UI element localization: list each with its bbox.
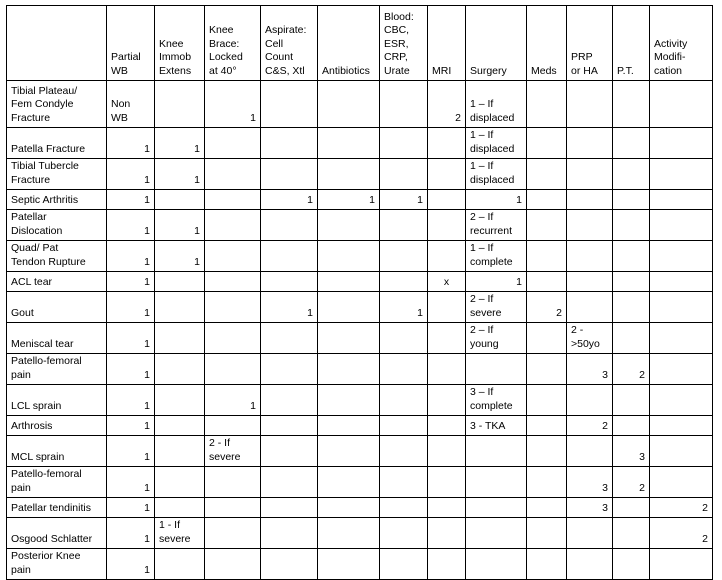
cell-surgery: 2 – If severe bbox=[466, 292, 527, 323]
table-row bbox=[7, 549, 713, 580]
cell-knee-brace bbox=[205, 354, 261, 385]
cell-meds bbox=[527, 81, 567, 128]
cell-knee-brace bbox=[205, 292, 261, 323]
cell-meds bbox=[527, 241, 567, 272]
header-cell-knee-immob: Knee Immob Extens bbox=[155, 6, 205, 81]
table-row bbox=[7, 292, 713, 323]
header-cell-surgery: Surgery bbox=[466, 6, 527, 81]
cell-meds bbox=[527, 354, 567, 385]
cell-condition: Gout bbox=[7, 292, 107, 323]
header-cell-antibiotics: Antibiotics bbox=[318, 6, 380, 81]
table-row bbox=[7, 81, 713, 128]
cell-partial-wb: 1 bbox=[107, 159, 155, 190]
cell-blood bbox=[380, 272, 428, 292]
cell-mri bbox=[428, 323, 466, 354]
header-cell-condition bbox=[7, 6, 107, 81]
cell-prp-ha: 3 bbox=[567, 354, 613, 385]
cell-aspirate bbox=[261, 81, 318, 128]
cell-antibiotics: 1 bbox=[318, 190, 380, 210]
table-row bbox=[7, 416, 713, 436]
cell-pt: 2 bbox=[613, 467, 650, 498]
cell-blood bbox=[380, 549, 428, 580]
table-row bbox=[7, 128, 713, 159]
cell-mri bbox=[428, 549, 466, 580]
cell-condition: MCL sprain bbox=[7, 436, 107, 467]
cell-blood bbox=[380, 128, 428, 159]
cell-antibiotics bbox=[318, 210, 380, 241]
cell-surgery bbox=[466, 549, 527, 580]
cell-aspirate bbox=[261, 323, 318, 354]
cell-partial-wb: Non WB bbox=[107, 81, 155, 128]
cell-pt bbox=[613, 416, 650, 436]
cell-condition: Patellar tendinitis bbox=[7, 498, 107, 518]
cell-knee-brace bbox=[205, 190, 261, 210]
cell-partial-wb: 1 bbox=[107, 190, 155, 210]
cell-antibiotics bbox=[318, 385, 380, 416]
cell-surgery bbox=[466, 518, 527, 549]
cell-activity-modification bbox=[650, 354, 713, 385]
cell-partial-wb: 1 bbox=[107, 292, 155, 323]
cell-aspirate bbox=[261, 467, 318, 498]
cell-knee-immob bbox=[155, 549, 205, 580]
cell-mri bbox=[428, 518, 466, 549]
cell-antibiotics bbox=[318, 159, 380, 190]
cell-blood: 1 bbox=[380, 292, 428, 323]
header-cell-knee-brace: Knee Brace: Locked at 40° bbox=[205, 6, 261, 81]
cell-mri bbox=[428, 467, 466, 498]
cell-surgery: 1 – If displaced bbox=[466, 128, 527, 159]
cell-meds bbox=[527, 416, 567, 436]
cell-antibiotics bbox=[318, 467, 380, 498]
table-row bbox=[7, 498, 713, 518]
cell-knee-immob: 1 bbox=[155, 210, 205, 241]
cell-aspirate bbox=[261, 518, 318, 549]
cell-antibiotics bbox=[318, 323, 380, 354]
cell-aspirate bbox=[261, 241, 318, 272]
cell-mri bbox=[428, 292, 466, 323]
cell-blood bbox=[380, 416, 428, 436]
cell-activity-modification bbox=[650, 416, 713, 436]
cell-partial-wb: 1 bbox=[107, 241, 155, 272]
header-cell-partial-wb: Partial WB bbox=[107, 6, 155, 81]
cell-mri: 2 bbox=[428, 81, 466, 128]
cell-meds bbox=[527, 323, 567, 354]
header-cell-aspirate: Aspirate: Cell Count C&S, Xtl bbox=[261, 6, 318, 81]
cell-mri bbox=[428, 241, 466, 272]
table-row bbox=[7, 436, 713, 467]
table-container bbox=[6, 5, 713, 580]
cell-antibiotics bbox=[318, 549, 380, 580]
cell-knee-immob: 1 - If severe bbox=[155, 518, 205, 549]
cell-condition: Septic Arthritis bbox=[7, 190, 107, 210]
cell-knee-brace bbox=[205, 210, 261, 241]
cell-meds bbox=[527, 436, 567, 467]
cell-knee-immob bbox=[155, 323, 205, 354]
cell-condition: Posterior Knee pain bbox=[7, 549, 107, 580]
cell-condition: Tibial Plateau/ Fem Condyle Fracture bbox=[7, 81, 107, 128]
cell-knee-immob: 1 bbox=[155, 159, 205, 190]
cell-mri bbox=[428, 436, 466, 467]
table-row bbox=[7, 354, 713, 385]
cell-condition: Patello-femoral pain bbox=[7, 467, 107, 498]
cell-knee-brace: 1 bbox=[205, 385, 261, 416]
cell-surgery: 2 – If recurrent bbox=[466, 210, 527, 241]
table-row bbox=[7, 241, 713, 272]
cell-knee-brace bbox=[205, 272, 261, 292]
cell-mri bbox=[428, 190, 466, 210]
cell-blood bbox=[380, 436, 428, 467]
cell-mri bbox=[428, 385, 466, 416]
cell-knee-immob: 1 bbox=[155, 128, 205, 159]
header-cell-blood: Blood: CBC, ESR, CRP, Urate bbox=[380, 6, 428, 81]
cell-knee-immob bbox=[155, 385, 205, 416]
cell-condition: Osgood Schlatter bbox=[7, 518, 107, 549]
cell-condition: Meniscal tear bbox=[7, 323, 107, 354]
cell-antibiotics bbox=[318, 518, 380, 549]
table-row bbox=[7, 190, 713, 210]
cell-pt bbox=[613, 385, 650, 416]
cell-knee-immob bbox=[155, 190, 205, 210]
cell-condition: Patella Fracture bbox=[7, 128, 107, 159]
cell-knee-brace bbox=[205, 323, 261, 354]
cell-partial-wb: 1 bbox=[107, 498, 155, 518]
cell-blood bbox=[380, 498, 428, 518]
cell-aspirate bbox=[261, 436, 318, 467]
table-row bbox=[7, 210, 713, 241]
cell-blood bbox=[380, 323, 428, 354]
cell-activity-modification bbox=[650, 190, 713, 210]
cell-prp-ha bbox=[567, 190, 613, 210]
cell-blood bbox=[380, 467, 428, 498]
cell-activity-modification bbox=[650, 549, 713, 580]
cell-prp-ha bbox=[567, 159, 613, 190]
cell-prp-ha bbox=[567, 81, 613, 128]
cell-condition: Patello-femoral pain bbox=[7, 354, 107, 385]
header-cell-mri: MRI bbox=[428, 6, 466, 81]
cell-pt: 3 bbox=[613, 436, 650, 467]
cell-prp-ha: 3 bbox=[567, 498, 613, 518]
cell-knee-immob bbox=[155, 416, 205, 436]
cell-prp-ha bbox=[567, 272, 613, 292]
cell-meds bbox=[527, 498, 567, 518]
cell-knee-immob bbox=[155, 436, 205, 467]
cell-knee-immob bbox=[155, 272, 205, 292]
cell-pt bbox=[613, 518, 650, 549]
table-row bbox=[7, 385, 713, 416]
cell-knee-immob bbox=[155, 354, 205, 385]
cell-partial-wb: 1 bbox=[107, 385, 155, 416]
cell-activity-modification: 2 bbox=[650, 518, 713, 549]
cell-pt bbox=[613, 549, 650, 580]
cell-knee-immob: 1 bbox=[155, 241, 205, 272]
cell-surgery: 1 bbox=[466, 272, 527, 292]
knee-conditions-table bbox=[6, 5, 713, 580]
cell-condition: Quad/ Pat Tendon Rupture bbox=[7, 241, 107, 272]
cell-knee-brace bbox=[205, 241, 261, 272]
table-row bbox=[7, 323, 713, 354]
cell-pt bbox=[613, 292, 650, 323]
table-row bbox=[7, 159, 713, 190]
cell-blood bbox=[380, 241, 428, 272]
cell-mri bbox=[428, 159, 466, 190]
cell-prp-ha: 2 - >50yo bbox=[567, 323, 613, 354]
cell-condition: LCL sprain bbox=[7, 385, 107, 416]
cell-prp-ha bbox=[567, 518, 613, 549]
cell-meds bbox=[527, 385, 567, 416]
cell-activity-modification: 2 bbox=[650, 498, 713, 518]
cell-activity-modification bbox=[650, 292, 713, 323]
cell-meds bbox=[527, 549, 567, 580]
cell-partial-wb: 1 bbox=[107, 549, 155, 580]
cell-prp-ha bbox=[567, 436, 613, 467]
cell-condition: Tibial Tubercle Fracture bbox=[7, 159, 107, 190]
table-body bbox=[7, 81, 713, 580]
cell-pt bbox=[613, 210, 650, 241]
cell-pt bbox=[613, 128, 650, 159]
cell-surgery: 1 bbox=[466, 190, 527, 210]
cell-blood bbox=[380, 210, 428, 241]
cell-mri bbox=[428, 416, 466, 436]
cell-prp-ha bbox=[567, 292, 613, 323]
cell-pt bbox=[613, 190, 650, 210]
cell-partial-wb: 1 bbox=[107, 518, 155, 549]
cell-partial-wb: 1 bbox=[107, 467, 155, 498]
cell-aspirate bbox=[261, 549, 318, 580]
cell-partial-wb: 1 bbox=[107, 272, 155, 292]
cell-mri bbox=[428, 210, 466, 241]
cell-surgery bbox=[466, 354, 527, 385]
table-row bbox=[7, 518, 713, 549]
cell-aspirate bbox=[261, 354, 318, 385]
cell-knee-brace bbox=[205, 416, 261, 436]
header-row bbox=[7, 6, 713, 81]
cell-prp-ha bbox=[567, 385, 613, 416]
cell-meds bbox=[527, 128, 567, 159]
cell-meds bbox=[527, 467, 567, 498]
cell-pt bbox=[613, 159, 650, 190]
cell-blood: 1 bbox=[380, 190, 428, 210]
cell-surgery bbox=[466, 436, 527, 467]
cell-antibiotics bbox=[318, 128, 380, 159]
cell-activity-modification bbox=[650, 436, 713, 467]
cell-prp-ha bbox=[567, 128, 613, 159]
cell-activity-modification bbox=[650, 128, 713, 159]
cell-prp-ha bbox=[567, 210, 613, 241]
cell-knee-brace: 2 - If severe bbox=[205, 436, 261, 467]
cell-aspirate bbox=[261, 416, 318, 436]
cell-aspirate bbox=[261, 385, 318, 416]
cell-blood bbox=[380, 518, 428, 549]
cell-meds bbox=[527, 210, 567, 241]
cell-surgery: 3 – If complete bbox=[466, 385, 527, 416]
cell-knee-brace bbox=[205, 159, 261, 190]
cell-surgery bbox=[466, 467, 527, 498]
header-cell-prp-ha: PRP or HA bbox=[567, 6, 613, 81]
cell-pt bbox=[613, 241, 650, 272]
cell-antibiotics bbox=[318, 272, 380, 292]
cell-condition: Arthrosis bbox=[7, 416, 107, 436]
cell-pt bbox=[613, 498, 650, 518]
cell-meds bbox=[527, 518, 567, 549]
cell-partial-wb: 1 bbox=[107, 323, 155, 354]
cell-partial-wb: 1 bbox=[107, 416, 155, 436]
cell-prp-ha bbox=[567, 241, 613, 272]
cell-condition: Patellar Dislocation bbox=[7, 210, 107, 241]
cell-aspirate bbox=[261, 272, 318, 292]
cell-surgery: 1 – If complete bbox=[466, 241, 527, 272]
cell-prp-ha: 3 bbox=[567, 467, 613, 498]
cell-activity-modification bbox=[650, 323, 713, 354]
cell-activity-modification bbox=[650, 210, 713, 241]
cell-mri bbox=[428, 128, 466, 159]
cell-blood bbox=[380, 354, 428, 385]
cell-mri: x bbox=[428, 272, 466, 292]
cell-activity-modification bbox=[650, 272, 713, 292]
cell-knee-brace bbox=[205, 518, 261, 549]
cell-blood bbox=[380, 385, 428, 416]
cell-condition: ACL tear bbox=[7, 272, 107, 292]
cell-activity-modification bbox=[650, 81, 713, 128]
cell-antibiotics bbox=[318, 81, 380, 128]
cell-knee-immob bbox=[155, 498, 205, 518]
cell-knee-brace bbox=[205, 498, 261, 518]
cell-meds bbox=[527, 190, 567, 210]
cell-partial-wb: 1 bbox=[107, 128, 155, 159]
cell-aspirate: 1 bbox=[261, 190, 318, 210]
cell-knee-immob bbox=[155, 81, 205, 128]
cell-surgery: 3 - TKA bbox=[466, 416, 527, 436]
cell-aspirate bbox=[261, 498, 318, 518]
cell-meds bbox=[527, 159, 567, 190]
cell-pt: 2 bbox=[613, 354, 650, 385]
cell-antibiotics bbox=[318, 292, 380, 323]
cell-antibiotics bbox=[318, 436, 380, 467]
cell-antibiotics bbox=[318, 354, 380, 385]
cell-partial-wb: 1 bbox=[107, 354, 155, 385]
cell-partial-wb: 1 bbox=[107, 210, 155, 241]
cell-partial-wb: 1 bbox=[107, 436, 155, 467]
cell-aspirate bbox=[261, 159, 318, 190]
cell-antibiotics bbox=[318, 498, 380, 518]
cell-activity-modification bbox=[650, 241, 713, 272]
cell-knee-brace bbox=[205, 549, 261, 580]
cell-blood bbox=[380, 159, 428, 190]
cell-aspirate bbox=[261, 210, 318, 241]
cell-knee-brace bbox=[205, 467, 261, 498]
cell-pt bbox=[613, 81, 650, 128]
cell-activity-modification bbox=[650, 385, 713, 416]
cell-activity-modification bbox=[650, 467, 713, 498]
cell-surgery bbox=[466, 498, 527, 518]
cell-prp-ha bbox=[567, 549, 613, 580]
cell-mri bbox=[428, 354, 466, 385]
cell-surgery: 2 – If young bbox=[466, 323, 527, 354]
cell-aspirate: 1 bbox=[261, 292, 318, 323]
cell-aspirate bbox=[261, 128, 318, 159]
cell-activity-modification bbox=[650, 159, 713, 190]
cell-knee-brace: 1 bbox=[205, 81, 261, 128]
cell-pt bbox=[613, 272, 650, 292]
table-row bbox=[7, 272, 713, 292]
header-cell-pt: P.T. bbox=[613, 6, 650, 81]
cell-pt bbox=[613, 323, 650, 354]
cell-knee-brace bbox=[205, 128, 261, 159]
cell-surgery: 1 – If displaced bbox=[466, 159, 527, 190]
table-row bbox=[7, 467, 713, 498]
header-cell-meds: Meds bbox=[527, 6, 567, 81]
header-cell-activity-modification: Activity Modifi- cation bbox=[650, 6, 713, 81]
cell-knee-immob bbox=[155, 467, 205, 498]
cell-antibiotics bbox=[318, 416, 380, 436]
cell-surgery: 1 – If displaced bbox=[466, 81, 527, 128]
cell-mri bbox=[428, 498, 466, 518]
cell-antibiotics bbox=[318, 241, 380, 272]
cell-knee-immob bbox=[155, 292, 205, 323]
cell-prp-ha: 2 bbox=[567, 416, 613, 436]
cell-meds: 2 bbox=[527, 292, 567, 323]
cell-blood bbox=[380, 81, 428, 128]
cell-meds bbox=[527, 272, 567, 292]
